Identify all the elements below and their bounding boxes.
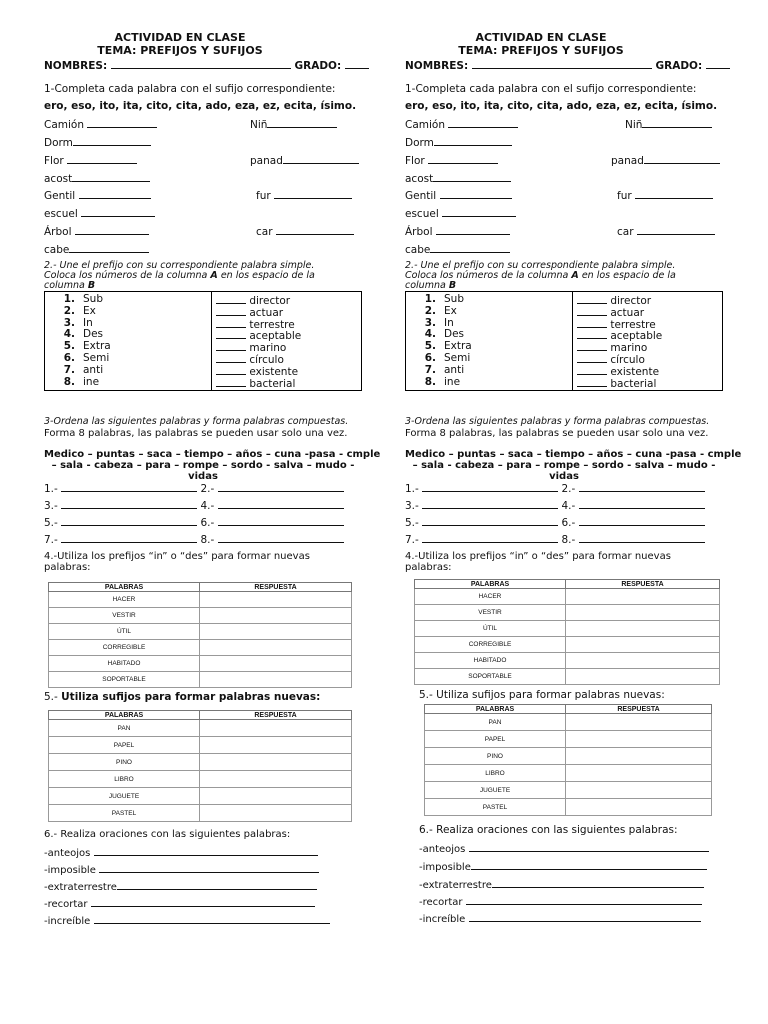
- s5-answer-cell[interactable]: [566, 714, 712, 731]
- s5-word: PAN: [49, 720, 200, 737]
- names-blank[interactable]: [472, 59, 652, 69]
- s1-row-right: fur: [256, 189, 352, 202]
- s1-suffixes: ero, eso, ito, ita, cito, cita, ado, eza, ez, ecita, ísimo.: [44, 100, 357, 112]
- word-item: existente: [216, 365, 357, 377]
- s5-answer-cell[interactable]: [200, 788, 352, 805]
- s1-row-left: Camión: [405, 118, 518, 131]
- s4-word: VESTIR: [415, 605, 566, 621]
- s2-instruction-b: Coloca los números de la columna A en los espacio de la: [44, 270, 315, 281]
- s2-instruction-a: 2.- Une el prefijo con su correspondiente palabra simple.: [405, 260, 676, 271]
- s5-table: [424, 704, 712, 816]
- s1-row-left: Árbol: [405, 225, 510, 238]
- title-line-2: TEMA: PREFIJOS Y SUFIJOS: [458, 44, 624, 57]
- s4-answer-cell[interactable]: [200, 592, 352, 608]
- word-item: aceptable: [577, 329, 718, 341]
- s1-instruction: 1-Completa cada palabra con el sufijo correspondiente:: [44, 83, 336, 95]
- s5-answer-cell[interactable]: [200, 720, 352, 737]
- prefix-item: 8. ine: [424, 375, 461, 388]
- word-column: [573, 292, 723, 391]
- s4-table: [414, 579, 720, 685]
- s1-row-left: escuel: [405, 207, 516, 220]
- s5-answer-cell[interactable]: [200, 737, 352, 754]
- s4-col-answer: RESPUESTA: [566, 580, 720, 589]
- s3-answer-row: 3.- 4.-: [44, 499, 344, 512]
- prefix-item: 1. Sub: [424, 293, 464, 305]
- grade-label: GRADO:: [294, 60, 342, 72]
- s4-answer-cell[interactable]: [200, 624, 352, 640]
- s1-row-right: car: [617, 225, 715, 238]
- grade-label: GRADO:: [655, 60, 703, 72]
- s2-instruction-c: columna B: [44, 280, 96, 291]
- s3-answer-row: 7.- 8.-: [405, 533, 705, 546]
- word-item: terrestre: [216, 318, 357, 330]
- s3-instruction-b: Forma 8 palabras, las palabras se pueden usar solo una vez.: [44, 428, 348, 439]
- s5-col-words: PALABRAS: [49, 711, 200, 720]
- s4-answer-cell[interactable]: [200, 640, 352, 656]
- s5-word: PAPEL: [425, 731, 566, 748]
- s4-instruction-a: 4.-Utiliza los prefijos “in” o “des” para formar nuevas: [44, 551, 310, 562]
- s3-answer-row: 1.- 2.-: [405, 482, 705, 495]
- prefix-item: 5. Extra: [424, 340, 472, 353]
- s5-word: LIBRO: [49, 771, 200, 788]
- s2-instruction-b: Coloca los números de la columna A en los espacio de la: [405, 270, 676, 281]
- s4-word: HACER: [415, 589, 566, 605]
- s1-row-left: escuel: [44, 207, 155, 220]
- s5-instruction: 5.- Utiliza sufijos para formar palabras nuevas:: [44, 691, 321, 703]
- s4-answer-cell[interactable]: [200, 656, 352, 672]
- s4-answer-cell[interactable]: [566, 669, 720, 685]
- title-line-2: TEMA: PREFIJOS Y SUFIJOS: [97, 44, 263, 57]
- word-column: [212, 292, 362, 391]
- s6-instruction: 6.- Realiza oraciones con las siguientes palabras:: [44, 829, 291, 840]
- s3-words-3: vidas: [188, 471, 218, 482]
- prefix-item: 2. Ex: [424, 304, 457, 317]
- s6-row: -increíble: [419, 912, 701, 925]
- s3-answer-row: 3.- 4.-: [405, 499, 705, 512]
- word-item: director: [577, 294, 718, 306]
- prefix-item: 2. Ex: [63, 304, 96, 317]
- s3-answer-row: 5.- 6.-: [405, 516, 705, 529]
- prefix-item: 4. Des: [63, 328, 104, 341]
- word-item: marino: [577, 341, 718, 353]
- prefix-item: 1. Sub: [63, 293, 103, 305]
- s5-word: LIBRO: [425, 765, 566, 782]
- s1-row-right: fur: [617, 189, 713, 202]
- s3-words-2: – sala - cabeza – para – rompe – sordo - salva – mudo -: [51, 460, 355, 471]
- s5-answer-cell[interactable]: [200, 771, 352, 788]
- s5-answer-cell[interactable]: [566, 731, 712, 748]
- word-item: marino: [216, 341, 357, 353]
- prefix-item: 4. Des: [424, 328, 465, 341]
- s1-row-left: Camión: [44, 118, 157, 131]
- worksheet-right: [361, 0, 742, 1024]
- s4-instruction-b: palabras:: [405, 562, 452, 573]
- s3-words-3: vidas: [549, 471, 579, 482]
- s3-words-2: – sala - cabeza – para – rompe – sordo - salva – mudo -: [412, 460, 716, 471]
- s4-word: HACER: [49, 592, 200, 608]
- s3-instruction-a: 3-Ordena las siguientes palabras y forma palabras compuestas.: [44, 416, 349, 427]
- names-label: NOMBRES:: [405, 60, 469, 72]
- s5-word: PINO: [49, 754, 200, 771]
- s6-row: -imposible: [44, 863, 319, 876]
- s6-row: -increíble: [44, 914, 330, 927]
- s4-instruction-a: 4.-Utiliza los prefijos “in” o “des” para formar nuevas: [405, 551, 671, 562]
- s4-answer-cell[interactable]: [566, 653, 720, 669]
- s5-word: JUGUETE: [425, 782, 566, 799]
- s4-answer-cell[interactable]: [200, 672, 352, 688]
- s1-suffixes: ero, eso, ito, ita, cito, cita, ado, eza, ez, ecita, ísimo.: [405, 100, 718, 112]
- s3-answer-row: 7.- 8.-: [44, 533, 344, 546]
- s4-answer-cell[interactable]: [566, 605, 720, 621]
- word-item: círculo: [216, 353, 357, 365]
- s1-row-left: Flor: [44, 154, 137, 167]
- s5-answer-cell[interactable]: [566, 748, 712, 765]
- s5-word: PINO: [425, 748, 566, 765]
- s4-answer-cell[interactable]: [566, 589, 720, 605]
- s6-row: -recortar: [44, 897, 315, 910]
- s1-row-right: panad: [611, 154, 720, 167]
- s3-answer-row: 1.- 2.-: [44, 482, 344, 495]
- prefix-item: 6. Semi: [63, 351, 110, 364]
- s1-row-left: acost: [405, 172, 511, 185]
- s5-word: PAPEL: [49, 737, 200, 754]
- word-item: actuar: [216, 306, 357, 318]
- prefix-column: [406, 292, 573, 391]
- worksheet-left: [0, 0, 381, 1024]
- s1-row-right: Niñ: [250, 118, 337, 131]
- s4-col-words: PALABRAS: [49, 583, 200, 592]
- word-item: director: [216, 294, 357, 306]
- s2-instruction-a: 2.- Une el prefijo con su correspondiente palabra simple.: [44, 260, 315, 271]
- s6-row: -extraterrestre: [419, 878, 704, 891]
- s5-word: PASTEL: [49, 805, 200, 822]
- s4-answer-cell[interactable]: [566, 637, 720, 653]
- prefix-item: 6. Semi: [424, 351, 471, 364]
- s4-word: CORREGIBLE: [415, 637, 566, 653]
- s4-word: VESTIR: [49, 608, 200, 624]
- s6-row: -extraterrestre: [44, 880, 317, 893]
- s1-row-left: acost: [44, 172, 150, 185]
- word-item: círculo: [577, 353, 718, 365]
- s5-instruction: 5.- Utiliza sufijos para formar palabras nuevas:: [419, 689, 665, 701]
- s1-row-left: cabe: [405, 243, 510, 256]
- word-item: aceptable: [216, 329, 357, 341]
- s4-word: HABITADO: [415, 653, 566, 669]
- s4-answer-cell[interactable]: [200, 608, 352, 624]
- s4-word: ÚTIL: [49, 624, 200, 640]
- names-label: NOMBRES:: [44, 60, 108, 72]
- s3-answer-row: 5.- 6.-: [44, 516, 344, 529]
- s1-row-left: cabe: [44, 243, 149, 256]
- prefix-item: 3. In: [63, 316, 93, 329]
- s6-row: -anteojos: [419, 842, 709, 855]
- prefix-item: 7. anti: [63, 363, 104, 376]
- s1-row-left: Árbol: [44, 225, 149, 238]
- prefix-table: [44, 291, 362, 391]
- names-row: [405, 59, 730, 72]
- s1-row-right: Niñ: [625, 118, 712, 131]
- prefix-column: [45, 292, 212, 391]
- s1-row-left: Gentil: [44, 189, 151, 202]
- s1-row-left: Dorm: [44, 136, 151, 149]
- prefix-table: [405, 291, 723, 391]
- prefix-item: 7. anti: [424, 363, 465, 376]
- prefix-item: 3. In: [424, 316, 454, 329]
- s4-instruction-b: palabras:: [44, 562, 91, 573]
- s6-row: -anteojos: [44, 846, 318, 859]
- s4-word: ÚTIL: [415, 621, 566, 637]
- title-line-1: ACTIVIDAD EN CLASE: [475, 31, 607, 44]
- s1-instruction: 1-Completa cada palabra con el sufijo correspondiente:: [405, 83, 697, 95]
- s3-words-1: Medico – puntas – saca – tiempo – años – cuna -pasa - cmple: [405, 449, 742, 460]
- s5-word: JUGUETE: [49, 788, 200, 805]
- s5-col-answer: RESPUESTA: [200, 711, 352, 720]
- title-line-1: ACTIVIDAD EN CLASE: [114, 31, 246, 44]
- s5-answer-cell[interactable]: [566, 782, 712, 799]
- s5-table: [48, 710, 352, 822]
- prefix-item: 5. Extra: [63, 340, 111, 353]
- s1-row-left: Flor: [405, 154, 498, 167]
- word-item: actuar: [577, 306, 718, 318]
- s5-word: PAN: [425, 714, 566, 731]
- word-item: bacterial: [216, 377, 357, 389]
- s4-word: SOPORTABLE: [415, 669, 566, 685]
- s6-instruction: 6.- Realiza oraciones con las siguientes palabras:: [419, 824, 678, 836]
- s4-word: CORREGIBLE: [49, 640, 200, 656]
- prefix-item: 8. ine: [63, 375, 100, 388]
- s1-row-right: panad: [250, 154, 359, 167]
- word-item: bacterial: [577, 377, 718, 389]
- s4-col-words: PALABRAS: [415, 580, 566, 589]
- s5-answer-cell[interactable]: [200, 805, 352, 822]
- s1-row-right: car: [256, 225, 354, 238]
- s5-word: PASTEL: [425, 799, 566, 816]
- s5-answer-cell[interactable]: [200, 754, 352, 771]
- s5-col-answer: RESPUESTA: [566, 705, 712, 714]
- s6-row: -recortar: [419, 895, 702, 908]
- s5-col-words: PALABRAS: [425, 705, 566, 714]
- word-item: existente: [577, 365, 718, 377]
- s5-answer-cell[interactable]: [566, 765, 712, 782]
- s4-word: SOPORTABLE: [49, 672, 200, 688]
- s1-row-left: Gentil: [405, 189, 512, 202]
- word-item: terrestre: [577, 318, 718, 330]
- s4-table: [48, 582, 352, 688]
- s5-answer-cell[interactable]: [566, 799, 712, 816]
- s4-word: HABITADO: [49, 656, 200, 672]
- s3-instruction-a: 3-Ordena las siguientes palabras y forma palabras compuestas.: [405, 416, 710, 427]
- s3-words-1: Medico – puntas – saca – tiempo – años – cuna -pasa - cmple: [44, 449, 381, 460]
- s2-instruction-c: columna B: [405, 280, 457, 291]
- s1-row-left: Dorm: [405, 136, 512, 149]
- s3-instruction-b: Forma 8 palabras, las palabras se pueden usar solo una vez.: [405, 428, 709, 439]
- grade-blank[interactable]: [706, 59, 730, 69]
- s4-answer-cell[interactable]: [566, 621, 720, 637]
- s4-col-answer: RESPUESTA: [200, 583, 352, 592]
- s6-row: -imposible: [419, 860, 707, 873]
- names-row: [44, 59, 369, 72]
- names-blank[interactable]: [111, 59, 291, 69]
